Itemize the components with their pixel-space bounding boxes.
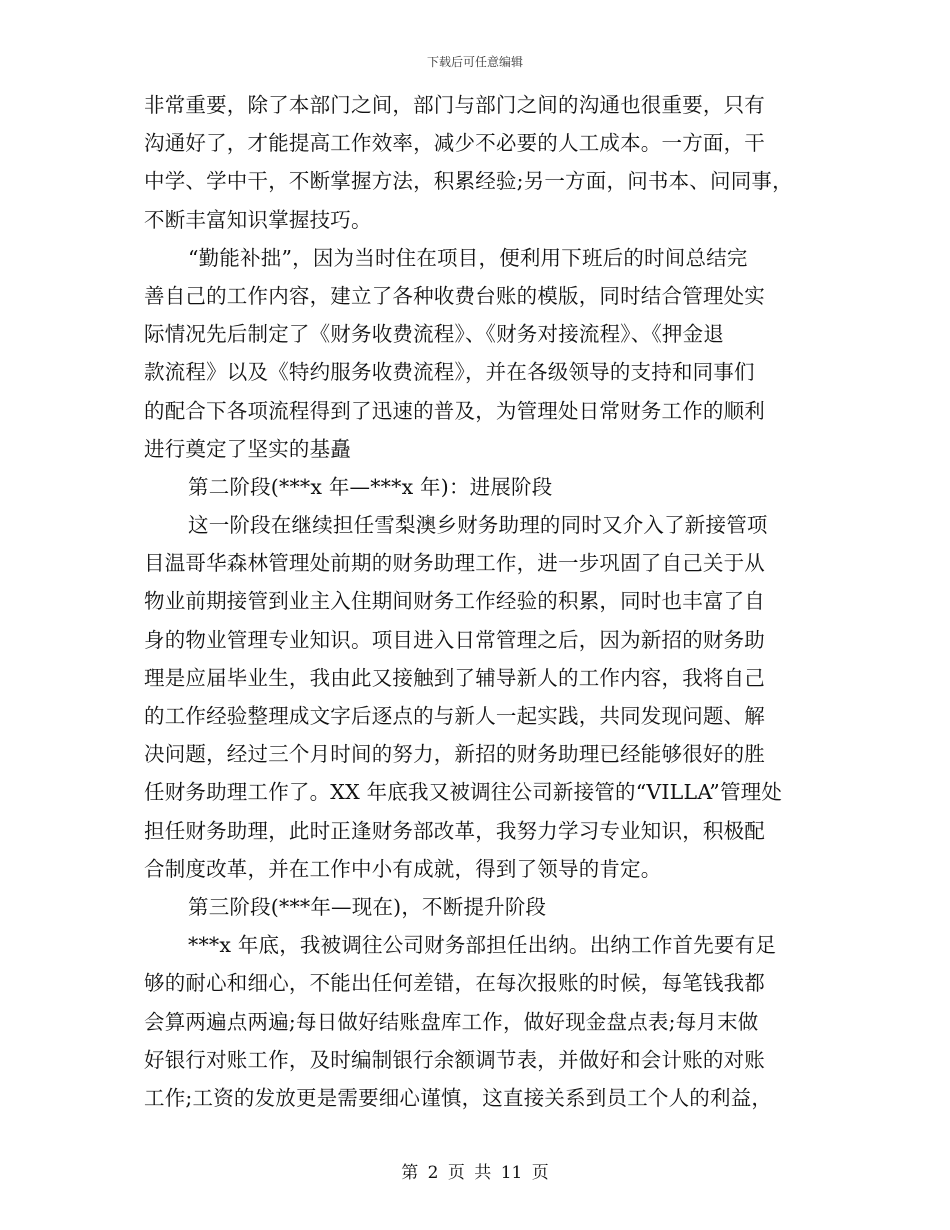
text-line: 进行奠定了坚实的基矗	[144, 436, 351, 461]
page-header: 下载后可任意编辑	[426, 55, 523, 69]
text-line: ***x 年底，我被调往公司财务部担任出纳。出纳工作首先要有足	[188, 933, 777, 958]
text-line: 会算两遍点两遍;每日做好结账盘库工作，做好现金盘点表;每月末做	[144, 1009, 759, 1034]
text-line: 善自己的工作内容，建立了各种收费台账的模版，同时结合管理处实	[144, 283, 765, 308]
text-line: “勤能补拙”，因为当时住在项目，便利用下班后的时间总结完	[188, 245, 748, 270]
text-line: 中学、学中干，不断掌握方法，积累经验;另一方面，问书本、问同事，	[144, 169, 793, 194]
text-line: 目温哥华森林管理处前期的财务助理工作，进一步巩固了自己关于从	[144, 551, 765, 576]
text-line: 担任财务助理，此时正逢财务部改革，我努力学习专业知识，积极配	[144, 818, 765, 843]
text-line: 决问题，经过三个月时间的努力，新招的财务助理已经能够很好的胜	[144, 742, 765, 767]
text-line: 款流程》以及《特约服务收费流程》，并在各级领导的支持和同事们	[144, 360, 755, 385]
text-line: 这一阶段在继续担任雪梨澳乡财务助理的同时又介入了新接管项	[188, 513, 768, 538]
text-line: 物业前期接管到业主入住期间财务工作经验的积累，同时也丰富了自	[144, 589, 765, 614]
text-line: 非常重要，除了本部门之间，部门与部门之间的沟通也很重要，只有	[144, 93, 765, 117]
text-line: 够的耐心和细心，不能出任何差错，在每次报账的时候，每笔钱我都	[144, 971, 765, 996]
text-line: 不断丰富知识掌握技巧。	[144, 207, 372, 232]
text-line: 沟通好了，才能提高工作效率，减少不必要的人工成本。一方面，干	[144, 131, 765, 156]
text-line: 际情况先后制定了《财务收费流程》、《财务对接流程》、《押金退	[144, 322, 724, 347]
text-line: 合制度改革，并在工作中小有成就，得到了领导的肯定。	[144, 856, 662, 881]
text-line: 身的物业管理专业知识。项目进入日常管理之后，因为新招的财务助	[144, 627, 765, 652]
text-line: 第三阶段(***年—现在)，不断提升阶段	[188, 894, 547, 919]
text-line: 的工作经验整理成文字后逐点的与新人一起实践，共同发现问题、解	[144, 704, 765, 728]
text-line: 的配合下各项流程得到了迅速的普及，为管理处日常财务工作的顺利	[144, 398, 765, 423]
text-line: 第二阶段(***x 年—***x 年)：进展阶段	[188, 474, 553, 499]
text-line: 好银行对账工作，及时编制银行余额调节表，并做好和会计账的对账	[144, 1047, 765, 1072]
text-line: 理是应届毕业生，我由此又接触到了辅导新人的工作内容，我将自己	[144, 665, 765, 690]
text-line: 任财务助理工作了。XX 年底我又被调往公司新接管的“VILLA”管理处	[144, 780, 783, 805]
text-line: 工作;工资的发放更是需要细心谨慎，这直接关系到员工个人的利益，	[144, 1085, 773, 1110]
page-footer: 第 2 页 共 11 页	[401, 1163, 549, 1183]
document-body	[144, 86, 824, 1117]
